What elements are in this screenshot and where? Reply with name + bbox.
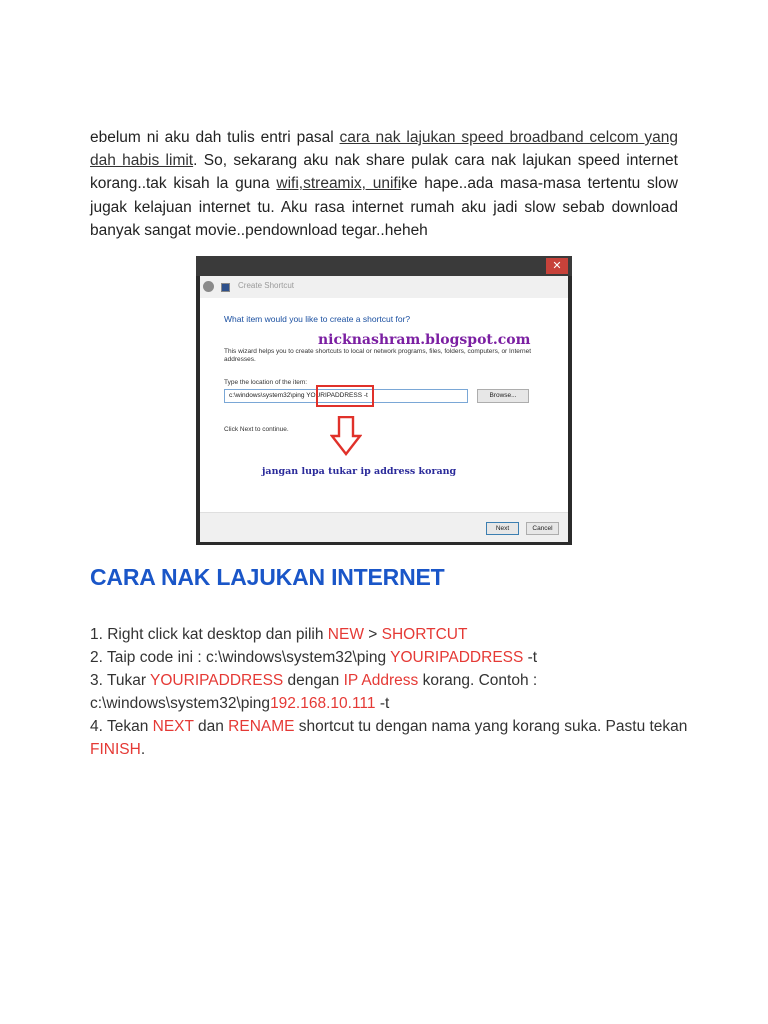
step-text: c:\windows\system32\ping [90, 695, 271, 713]
step-text: -t [523, 649, 538, 667]
step-text: korang. Contoh : [418, 672, 538, 690]
create-shortcut-dialog [200, 276, 568, 541]
step-4 [90, 715, 690, 761]
create-shortcut-screenshot [196, 256, 572, 545]
step-text: dengan [283, 672, 344, 690]
cancel-button: Cancel [526, 522, 559, 535]
step-text: 4. Tekan [90, 718, 153, 736]
step-3 [90, 669, 690, 715]
dialog-question: What item would you like to create a shortcut for? [224, 314, 411, 324]
step-keyword: FINISH [90, 741, 141, 759]
annotation-text: jangan lupa tukar ip address korang [262, 466, 457, 477]
down-arrow-icon [330, 416, 362, 456]
shortcut-wizard-icon [221, 283, 230, 292]
intro-text-3: ke hape..ada masa-masa tertentu slow jugak kelajuan internet tu. Aku rasa internet rumah aku jadi slow sebab download banyak sangat movie..pendownload tegar..heheh [90, 175, 679, 239]
wizard-help-text: This wizard helps you to create shortcuts to local or network programs, files, folders, computers, or Internet addresses. [224, 348, 532, 363]
step-text: > [363, 626, 382, 643]
intro-text-1: ebelum ni aku dah tulis entri pasal [90, 129, 340, 146]
next-hint-text: Click Next to continue. [224, 426, 289, 433]
close-icon: ✕ [546, 258, 568, 274]
blog-watermark: nicknashram.blogspot.com [318, 332, 531, 348]
steps-list [90, 623, 690, 762]
dialog-body [200, 298, 568, 512]
step-keyword: NEW [327, 626, 364, 643]
step-1 [90, 623, 690, 646]
window-titlebar [196, 256, 572, 276]
intro-text-2: . So, sekarang aku nak share pulak cara nak lajukan speed internet korang..tak kisah la guna [90, 152, 678, 193]
step-keyword: YOURIPADDRESS [390, 649, 524, 667]
step-text: dan [193, 718, 229, 736]
step-text: 1. Right click kat desktop dan pilih [90, 626, 328, 643]
step-keyword: YOURIPADDRESS [150, 672, 284, 690]
step-keyword: SHORTCUT [381, 626, 468, 643]
step-2 [90, 646, 690, 669]
dialog-title: Create Shortcut [238, 281, 295, 290]
dialog-titlebar [200, 276, 568, 298]
intro-paragraph [90, 126, 678, 242]
wifi-streamix-unifi-link[interactable]: wifi,streamix, unifi [276, 175, 402, 193]
back-arrow-icon [203, 281, 214, 292]
ip-highlight-box [316, 385, 374, 407]
browse-button: Browse... [477, 389, 529, 403]
step-text: 3. Tukar [90, 672, 151, 690]
celcom-broadband-link[interactable]: cara nak lajukan speed broadband celcom yang dah habis limit [90, 129, 678, 170]
dialog-footer [200, 512, 568, 542]
section-heading: CARA NAK LAJUKAN INTERNET [90, 564, 445, 590]
step-keyword: 192.168.10.111 [270, 695, 376, 713]
step-keyword: RENAME [228, 718, 295, 736]
step-text: shortcut tu dengan nama yang korang suka. Pastu tekan [294, 718, 688, 736]
step-keyword: NEXT [152, 718, 194, 736]
location-label: Type the location of the item: [224, 379, 308, 386]
step-text: -t [375, 695, 390, 713]
location-input: c:\windows\system32\ping YOURIPADDRESS -t [224, 389, 468, 403]
step-text: 2. Taip code ini : c:\windows\system32\ping [90, 649, 391, 667]
step-text: . [140, 741, 146, 759]
step-keyword: IP Address [343, 672, 419, 690]
next-button: Next [486, 522, 519, 535]
